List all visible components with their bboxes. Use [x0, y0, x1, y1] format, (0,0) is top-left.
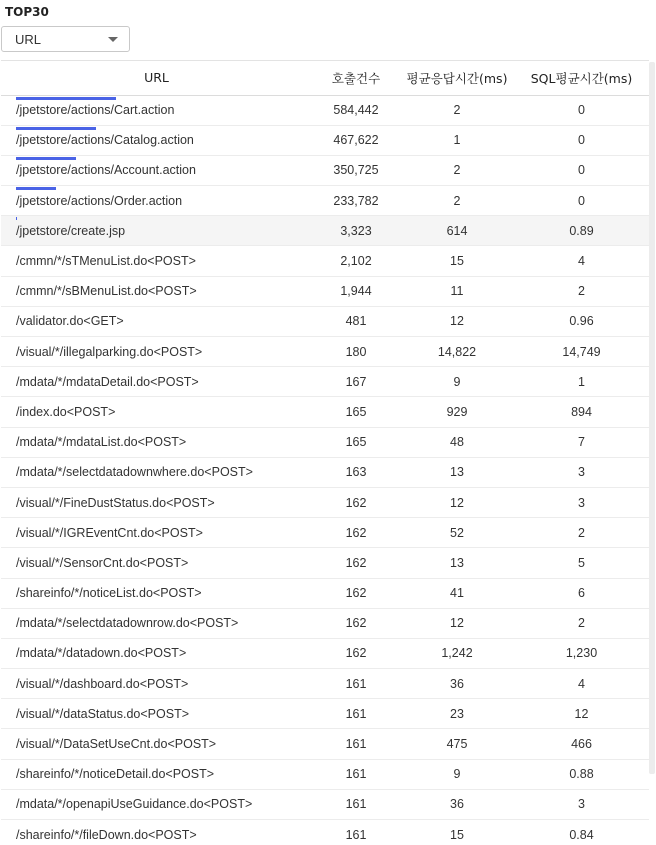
table-body	[1, 95, 649, 845]
url-cell	[1, 608, 312, 638]
calls-cell: 481	[312, 306, 400, 336]
table-row[interactable]	[1, 487, 649, 517]
avg-response-cell: 13	[400, 548, 514, 578]
table-row[interactable]	[1, 699, 649, 729]
table-row[interactable]	[1, 578, 649, 608]
table-row[interactable]	[1, 427, 649, 457]
url-text: /mdata/*/datadown.do<POST>	[16, 646, 187, 661]
url-text: /shareinfo/*/noticeDetail.do<POST>	[16, 767, 215, 782]
url-cell	[1, 548, 312, 578]
sql-avg-cell: 0	[514, 125, 649, 155]
table-row[interactable]	[1, 276, 649, 306]
table-row[interactable]	[1, 95, 649, 125]
table-row[interactable]	[1, 186, 649, 216]
calls-cell: 161	[312, 729, 400, 759]
url-filter-selected-value: URL	[15, 31, 42, 47]
url-cell	[1, 246, 312, 276]
sql-avg-cell: 7	[514, 427, 649, 457]
sql-avg-cell: 4	[514, 246, 649, 276]
table-row[interactable]	[1, 729, 649, 759]
url-text: /jpetstore/create.jsp	[16, 223, 126, 238]
url-cell	[1, 820, 312, 845]
call-share-bar	[16, 157, 76, 160]
avg-response-cell: 52	[400, 518, 514, 548]
avg-response-cell: 36	[400, 789, 514, 819]
url-text: /jpetstore/actions/Account.action	[16, 163, 196, 178]
sql-avg-cell: 0.88	[514, 759, 649, 789]
sql-avg-cell: 0	[514, 186, 649, 216]
calls-cell: 163	[312, 457, 400, 487]
url-cell	[1, 306, 312, 336]
url-cell	[1, 729, 312, 759]
sql-avg-cell: 3	[514, 457, 649, 487]
column-header-calls[interactable]: 호출건수	[312, 61, 400, 95]
avg-response-cell: 9	[400, 367, 514, 397]
table-row[interactable]	[1, 638, 649, 668]
avg-response-cell: 1,242	[400, 638, 514, 668]
url-cell	[1, 789, 312, 819]
avg-response-cell: 2	[400, 186, 514, 216]
table-row[interactable]	[1, 216, 649, 246]
sql-avg-cell: 894	[514, 397, 649, 427]
vertical-scrollbar[interactable]	[649, 62, 655, 774]
avg-response-cell: 2	[400, 95, 514, 125]
url-cell	[1, 155, 312, 185]
column-header-avg-response[interactable]: 평균응답시간(ms)	[400, 61, 514, 95]
avg-response-cell: 12	[400, 608, 514, 638]
url-text: /visual/*/FineDustStatus.do<POST>	[16, 495, 215, 510]
url-text: /visual/*/illegalparking.do<POST>	[16, 344, 203, 359]
table-row[interactable]	[1, 155, 649, 185]
calls-cell: 162	[312, 518, 400, 548]
calls-cell: 165	[312, 427, 400, 457]
calls-cell: 162	[312, 487, 400, 517]
calls-cell: 161	[312, 820, 400, 845]
url-text: /cmmn/*/sTMenuList.do<POST>	[16, 254, 196, 269]
avg-response-cell: 9	[400, 759, 514, 789]
url-text: /shareinfo/*/noticeList.do<POST>	[16, 586, 202, 601]
table-row[interactable]	[1, 246, 649, 276]
calls-cell: 233,782	[312, 186, 400, 216]
call-share-bar	[16, 127, 96, 130]
avg-response-cell: 475	[400, 729, 514, 759]
url-cell	[1, 487, 312, 517]
url-text: /mdata/*/mdataDetail.do<POST>	[16, 374, 199, 389]
avg-response-cell: 23	[400, 699, 514, 729]
url-cell	[1, 186, 312, 216]
sql-avg-cell: 466	[514, 729, 649, 759]
avg-response-cell: 12	[400, 306, 514, 336]
table-row[interactable]	[1, 457, 649, 487]
calls-cell: 180	[312, 337, 400, 367]
table-header-row	[1, 61, 649, 95]
sql-avg-cell: 3	[514, 487, 649, 517]
url-text: /jpetstore/actions/Order.action	[16, 193, 183, 208]
url-text: /shareinfo/*/fileDown.do<POST>	[16, 827, 197, 842]
url-text: /visual/*/dataStatus.do<POST>	[16, 706, 190, 721]
table-row[interactable]	[1, 518, 649, 548]
avg-response-cell: 11	[400, 276, 514, 306]
calls-cell: 1,944	[312, 276, 400, 306]
calls-cell: 165	[312, 397, 400, 427]
table-row[interactable]	[1, 367, 649, 397]
call-share-bar	[16, 217, 17, 220]
sql-avg-cell: 1	[514, 367, 649, 397]
avg-response-cell: 14,822	[400, 337, 514, 367]
url-cell	[1, 518, 312, 548]
sql-avg-cell: 4	[514, 669, 649, 699]
sql-avg-cell: 0.84	[514, 820, 649, 845]
calls-cell: 350,725	[312, 155, 400, 185]
url-cell	[1, 367, 312, 397]
top30-table-container[interactable]	[1, 60, 649, 845]
url-text: /mdata/*/openapiUseGuidance.do<POST>	[16, 797, 253, 812]
url-cell	[1, 457, 312, 487]
url-text: /mdata/*/selectdatadownwhere.do<POST>	[16, 465, 253, 480]
sql-avg-cell: 1,230	[514, 638, 649, 668]
sql-avg-cell: 5	[514, 548, 649, 578]
sql-avg-cell: 0.96	[514, 306, 649, 336]
table-row[interactable]	[1, 337, 649, 367]
url-cell	[1, 578, 312, 608]
calls-cell: 162	[312, 578, 400, 608]
calls-cell: 2,102	[312, 246, 400, 276]
table-row[interactable]	[1, 789, 649, 819]
table-row[interactable]	[1, 125, 649, 155]
calls-cell: 162	[312, 548, 400, 578]
avg-response-cell: 614	[400, 216, 514, 246]
calls-cell: 167	[312, 367, 400, 397]
top30-table	[1, 61, 649, 845]
calls-cell: 584,442	[312, 95, 400, 125]
url-filter-select[interactable]	[1, 26, 130, 52]
table-row[interactable]	[1, 759, 649, 789]
url-cell	[1, 337, 312, 367]
avg-response-cell: 1	[400, 125, 514, 155]
url-cell	[1, 216, 312, 246]
avg-response-cell: 15	[400, 246, 514, 276]
sql-avg-cell: 2	[514, 608, 649, 638]
table-row[interactable]	[1, 608, 649, 638]
sql-avg-cell: 3	[514, 789, 649, 819]
sql-avg-cell: 14,749	[514, 337, 649, 367]
avg-response-cell: 15	[400, 820, 514, 845]
url-text: /index.do<POST>	[16, 404, 116, 419]
calls-cell: 3,323	[312, 216, 400, 246]
url-text: /visual/*/DataSetUseCnt.do<POST>	[16, 737, 217, 752]
calls-cell: 161	[312, 699, 400, 729]
call-share-bar	[16, 97, 116, 100]
column-header-url[interactable]: URL	[1, 61, 312, 95]
table-row[interactable]	[1, 669, 649, 699]
url-cell	[1, 699, 312, 729]
calls-cell: 467,622	[312, 125, 400, 155]
sql-avg-cell: 0.89	[514, 216, 649, 246]
sql-avg-cell: 0	[514, 155, 649, 185]
sql-avg-cell: 12	[514, 699, 649, 729]
url-cell	[1, 669, 312, 699]
url-text: /visual/*/IGREventCnt.do<POST>	[16, 525, 203, 540]
table-row[interactable]	[1, 820, 649, 845]
url-cell	[1, 638, 312, 668]
table-row[interactable]	[1, 397, 649, 427]
url-text: /cmmn/*/sBMenuList.do<POST>	[16, 284, 197, 299]
sql-avg-cell: 0	[514, 95, 649, 125]
section-title: TOP30	[5, 5, 49, 19]
url-cell	[1, 276, 312, 306]
sql-avg-cell: 2	[514, 276, 649, 306]
avg-response-cell: 41	[400, 578, 514, 608]
url-text: /visual/*/SensorCnt.do<POST>	[16, 555, 189, 570]
calls-cell: 161	[312, 669, 400, 699]
url-cell	[1, 759, 312, 789]
call-share-bar	[16, 187, 56, 190]
avg-response-cell: 48	[400, 427, 514, 457]
avg-response-cell: 12	[400, 487, 514, 517]
sql-avg-cell: 6	[514, 578, 649, 608]
url-cell	[1, 427, 312, 457]
url-text: /mdata/*/selectdatadownrow.do<POST>	[16, 616, 239, 631]
url-text: /visual/*/dashboard.do<POST>	[16, 676, 189, 691]
url-text: /mdata/*/mdataList.do<POST>	[16, 435, 187, 450]
url-text: /validator.do<GET>	[16, 314, 124, 329]
chevron-down-icon	[108, 37, 118, 42]
url-cell	[1, 95, 312, 125]
calls-cell: 161	[312, 759, 400, 789]
url-cell	[1, 125, 312, 155]
avg-response-cell: 2	[400, 155, 514, 185]
url-text: /jpetstore/actions/Cart.action	[16, 103, 175, 118]
column-header-sql-avg[interactable]: SQL평균시간(ms)	[514, 61, 649, 95]
avg-response-cell: 13	[400, 457, 514, 487]
calls-cell: 162	[312, 638, 400, 668]
url-text: /jpetstore/actions/Catalog.action	[16, 133, 194, 148]
calls-cell: 161	[312, 789, 400, 819]
table-row[interactable]	[1, 306, 649, 336]
avg-response-cell: 929	[400, 397, 514, 427]
url-cell	[1, 397, 312, 427]
table-row[interactable]	[1, 548, 649, 578]
avg-response-cell: 36	[400, 669, 514, 699]
sql-avg-cell: 2	[514, 518, 649, 548]
calls-cell: 162	[312, 608, 400, 638]
